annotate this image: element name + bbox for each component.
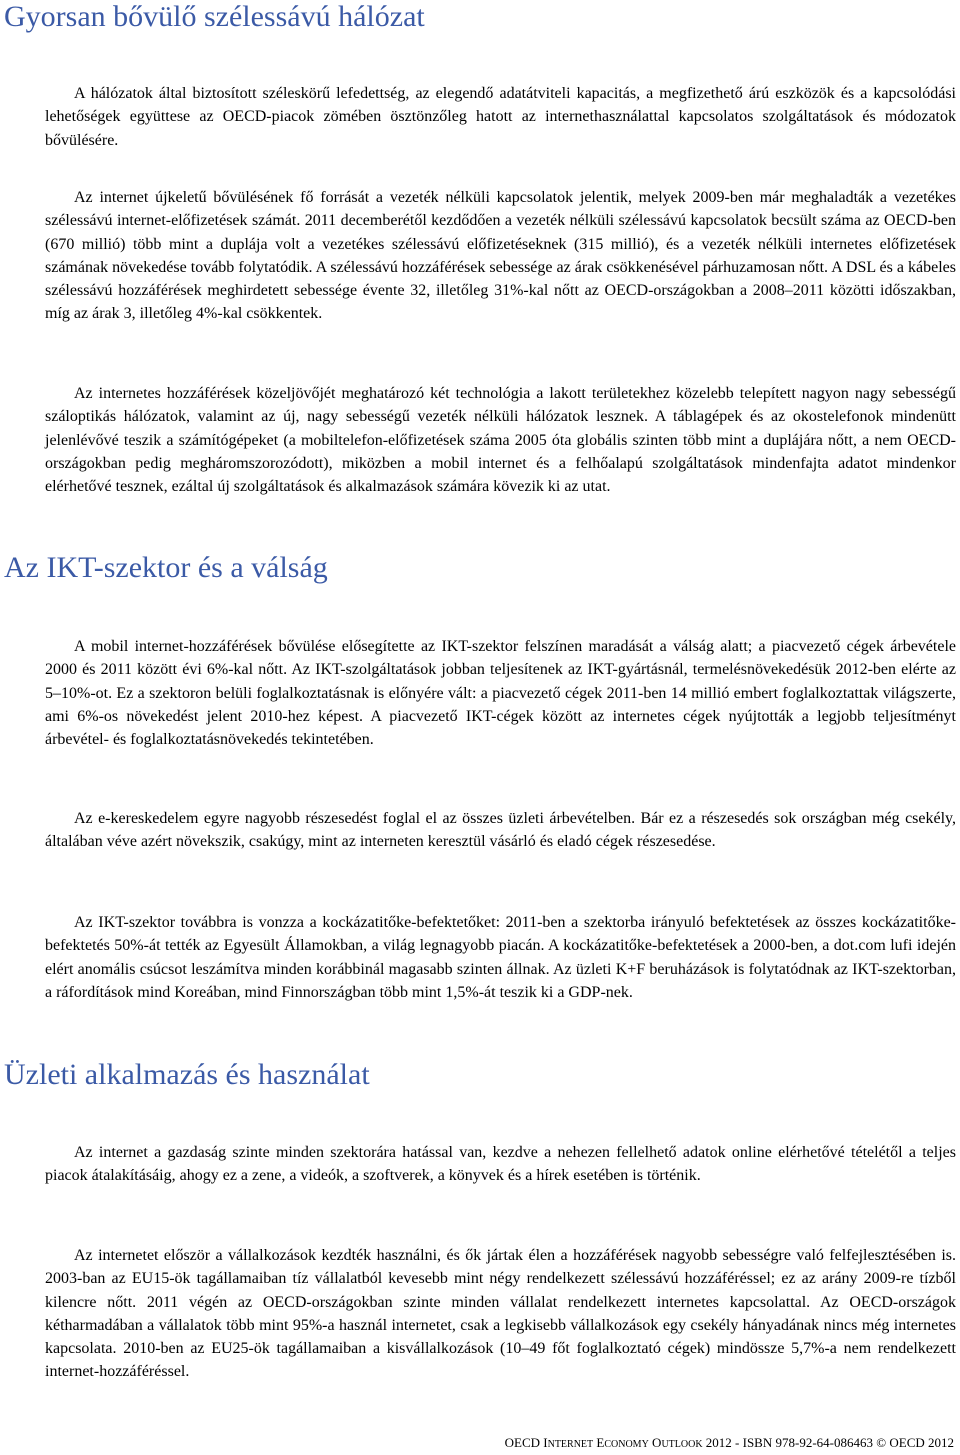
paragraph: Az e-kereskedelem egyre nagyobb részesedést foglal el az összes üzleti árbevételben. Bár ez a részesedés sok országban még csekély, általában véve azért növekszik, csakúgy, mint az interneten keresztül vásárló és eladó cégek részesedése. [45, 810, 956, 851]
paragraph: A mobil internet-hozzáférések bővülése elősegítette az IKT-szektor felszínen maradását a válság alatt; a piacvezető cégek árbevétele 2000 és 2011 között évi 6%-kal nőtt. Az IKT-szolgáltatások jobban teljesítenek az IKT-gyártásnál, termelésnövekedésük 2012-ben elérte az 5–10%-ot. Ez a szektoron belüli foglalkoztatásnak is előnyére vált: a piacvezető cégek 2011-ben 14 millió embert foglalkoztattak világszerte, ami 6%-os növekedést jelent 2010-hez képest. A piacvezető IKT-cégek között az internetes cégek nyújtották a legjobb teljesítményt árbevétel- és foglalkoztatásnövekedés tekintetében. [45, 638, 956, 749]
page-footer: OECD INTERNET ECONOMY OUTLOOK 2012 - ISBN 978-92-64-086463 © OECD 2012 [504, 1435, 954, 1450]
paragraph: Az IKT-szektor továbbra is vonzza a kockázatitőke-befektetőket: 2011-ben a szektorba irányuló befektetések az összes kockázatitőke-befektetés 50%-át tették az Egyesült Államokban, a világ legnagyobb piacán. A kockázatitőke-befektetések a 2000-ben, a dot.com lufi idején elért anomális csúcsot leszámítva minden korábbinál magasabb szinten állnak. Az üzleti K+F beruházások is folytatódnak az IKT-szektorban, a ráfordítások mind Koreában, mind Finnországban több mint 1,5%-át teszik ki a GDP-nek. [45, 914, 956, 1001]
paragraph: A hálózatok által biztosított széleskörű lefedettség, az elegendő adatátviteli kapacitás, a megfizethető árú eszközök és a kapcsolódási lehetőségek együttese az OECD-piacok zömében ösztönzőleg hatott az internethasználattal kapcsolatos szolgáltatások és módozatok bővülésére. [45, 85, 956, 149]
paragraph: Az internet a gazdaság szinte minden szektorára hatással van, kezdve a nehezen fellelhető adatok online elérhetővé tételétől a teljes piacok átalakításáig, ahogy ez a zene, a videók, a szoftverek, a könyvek és a hírek esetében is történik. [45, 1144, 956, 1185]
paragraph: Az internetes hozzáférések közeljövőjét meghatározó két technológia a lakott területekhez közelebb telepített nagyon nagy sebességű száloptikás hálózatok, valamint az új, nagy sebességű vezeték nélküli hálózatok lesznek. A táblagépek és az okostelefonok mindenütt jelenlévővé teszik a számítógépeket (a mobiltelefon-előfizetések száma 2005 óta globális szinten több mint a duplájára nőtt, a nem OECD-országokban pedig megháromszorozódott), miközben a mobil internet és a felhőalapú szolgáltatások mindenfajta adatot mindenkor elérhetővé tesznek, ezáltal új szolgáltatások és alkalmazások számára kövezik ki az utat. [45, 385, 956, 496]
paragraph: Az internet újkeletű bővülésének fő forrását a vezeték nélküli kapcsolatok jelentik, melyek 2009-ben már meghaladták a vezetékes szélessávú internet-előfizetések számát. 2011 decemberétől kezdődően a vezeték nélküli szélessávú kapcsolatok becsült száma az OECD-ben (670 millió) több mint a duplája volt a vezetékes szélessávú előfizetéseknek (315 millió), és a vezeték nélküli internetes előfizetések számának növekedése tovább folytatódik. A szélessávú hozzáférések sebessége az árak csökkenésével párhuzamosan nőtt. A DSL és a kábeles szélessávú hozzáférések meghirdetett sebessége évente 32, illetőleg 31%-kal nőtt az OECD-országokban a 2008–2011 közötti időszakban, míg az árak 3, illetőleg 4%-kal csökkentek. [45, 189, 956, 323]
section-heading-broadband: Gyorsan bővülő szélessávú hálózat [4, 0, 425, 33]
paragraph: Az internetet először a vállalkozások kezdték használni, és ők jártak élen a hozzáférések nagyobb sebességre való felfejlesztésében is. 2003-ban az EU15-ök tagállamaiban tíz vállalatból kevesebb mint négy rendelkezett szélessávú hozzáféréssel; ez az arány 2009-re tízből kilencre nőtt. 2011 végén az OECD-országokban szinte minden vállalat rendelkezett internetes kapcsolattal. Az OECD-országok kétharmadában a vállalatok több mint 95%-a használ internetet, csak a legkisebb vállalkozások egy csekély hányadának nincs még internetes kapcsolata. 2010-ben az EU25-ök tagállamaiban a kisvállalkozások (10–49 főt foglalkoztató cégek) mindössze 5,7%-a nem rendelkezett internet-hozzáféréssel. [45, 1247, 956, 1381]
section-heading-business-use: Üzleti alkalmazás és használat [4, 1058, 370, 1091]
section-heading-ict-crisis: Az IKT-szektor és a válság [4, 551, 328, 584]
